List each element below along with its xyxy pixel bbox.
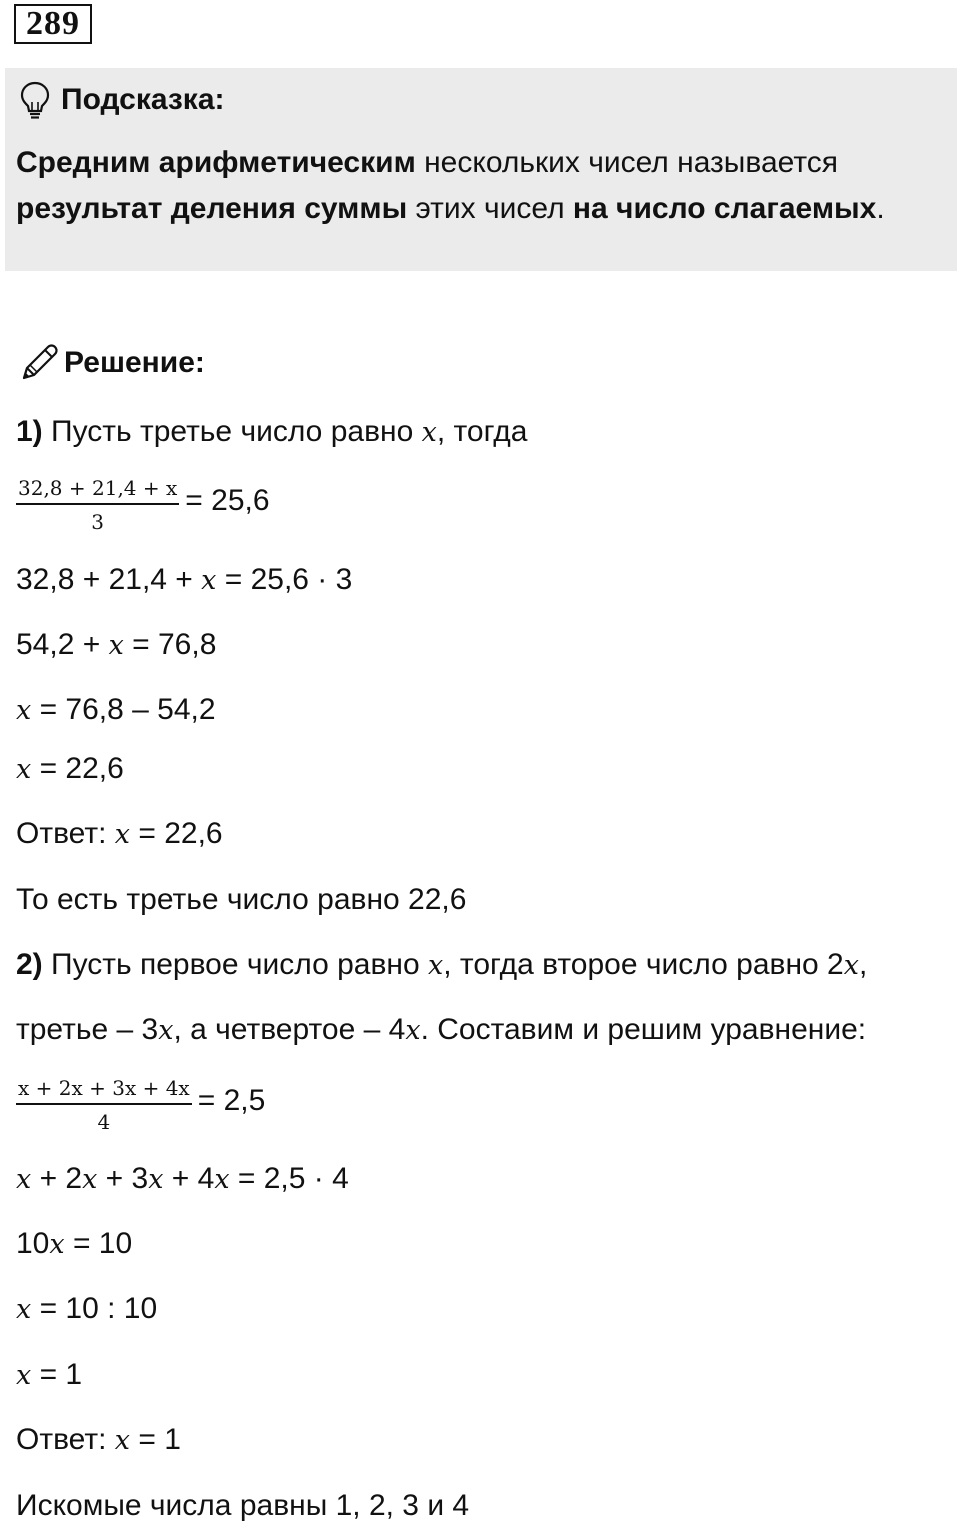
math-var: x [428,950,444,981]
solution-header [18,340,205,386]
math-var: x [108,630,124,661]
fraction-denominator: 4 [97,1110,111,1134]
math-var: x [148,1164,164,1195]
hint-bold-term: Средним арифметическим [16,146,416,179]
part2-step [16,1226,132,1263]
text: = 10 [64,1227,133,1260]
text: Пусть первое число равно [42,948,429,981]
text: третье – 3 [16,1013,159,1046]
part2-intro-continued [16,1012,866,1049]
text: Ответ: [16,1423,115,1456]
part1-conclusion: То есть третье число равно 22,6 [16,883,467,916]
math-var: x [114,819,131,850]
text: = 10 : 10 [31,1292,158,1325]
text: = 2,5 · 4 [229,1162,349,1195]
math-var: x [843,950,859,981]
part1-step [16,627,216,664]
part1-intro [16,414,527,451]
fraction-denominator: 3 [91,510,105,534]
hint-title: Подсказка: [61,83,225,116]
part1-step [16,562,352,599]
text: = 76,8 [123,628,217,661]
text: 54,2 + [16,628,109,661]
part2-fraction-equation [16,1076,265,1134]
text: + 4 [163,1162,215,1195]
text: = 76,8 – 54,2 [31,693,216,726]
math-var: x [405,1015,421,1046]
text: = 22,6 [130,817,223,850]
hint-text-part: . [876,192,885,225]
hint-header [19,80,225,120]
part2-conclusion: Искомые числа равны 1, 2, 3 и 4 [16,1489,470,1522]
math-var: x [114,1425,131,1456]
text: , тогда второе число равно 2 [443,948,844,981]
pencil-icon [18,342,60,384]
text: , тогда [436,415,528,448]
math-var: x [16,1294,32,1325]
text: . Составим и решим уравнение: [420,1013,867,1046]
part1-label: 1) [16,415,43,448]
hint-bold-term: на число слагаемых [572,192,877,225]
math-var: x [201,565,217,596]
fraction [16,476,179,534]
hint-text-part: нескольких чисел называется [415,146,838,179]
fraction-rhs: = 25,6 [185,484,270,517]
fraction-rhs: = 2,5 [197,1084,266,1117]
text: Ответ: [16,817,115,850]
lightbulb-icon [19,80,51,120]
text: + 3 [97,1162,149,1195]
math-var: x [16,1360,32,1391]
part1-step [16,751,124,788]
math-var: x [82,1164,98,1195]
text: , [858,948,868,981]
part2-step [16,1161,349,1198]
text: 32,8 + 21,4 + [16,563,202,596]
math-var: x [16,1164,32,1195]
text: = 1 [130,1423,181,1456]
math-var: x [214,1164,230,1195]
fraction-numerator: x + 2x + 3x + 4x [16,1076,192,1105]
math-var: x [49,1229,65,1260]
problem-number: 289 [14,4,92,44]
text: + 2 [31,1162,83,1195]
hint-box [5,68,957,271]
math-var: x [16,695,32,726]
hint-text-part: этих чисел [407,192,573,225]
math-var: x [158,1015,174,1046]
text: , а четвертое – 4 [173,1013,406,1046]
part2-step [16,1357,82,1394]
part1-fraction-equation [16,476,270,534]
fraction-numerator: 32,8 + 21,4 + x [16,476,179,505]
fraction [16,1076,192,1134]
hint-text [16,140,885,232]
solution-title: Решение: [64,346,205,379]
text: = 25,6 · 3 [216,563,353,596]
math-var: x [421,417,437,448]
text: Пусть третье число равно [42,415,422,448]
part2-intro [16,947,867,984]
text: 10 [16,1227,50,1260]
text: = 1 [31,1358,83,1391]
part1-step [16,692,216,729]
part1-answer [16,816,223,853]
part2-answer [16,1422,181,1459]
text: = 22,6 [31,752,124,785]
part2-label: 2) [16,948,43,981]
part2-step [16,1291,157,1328]
math-var: x [16,754,32,785]
hint-bold-term: результат деления суммы [16,192,408,225]
